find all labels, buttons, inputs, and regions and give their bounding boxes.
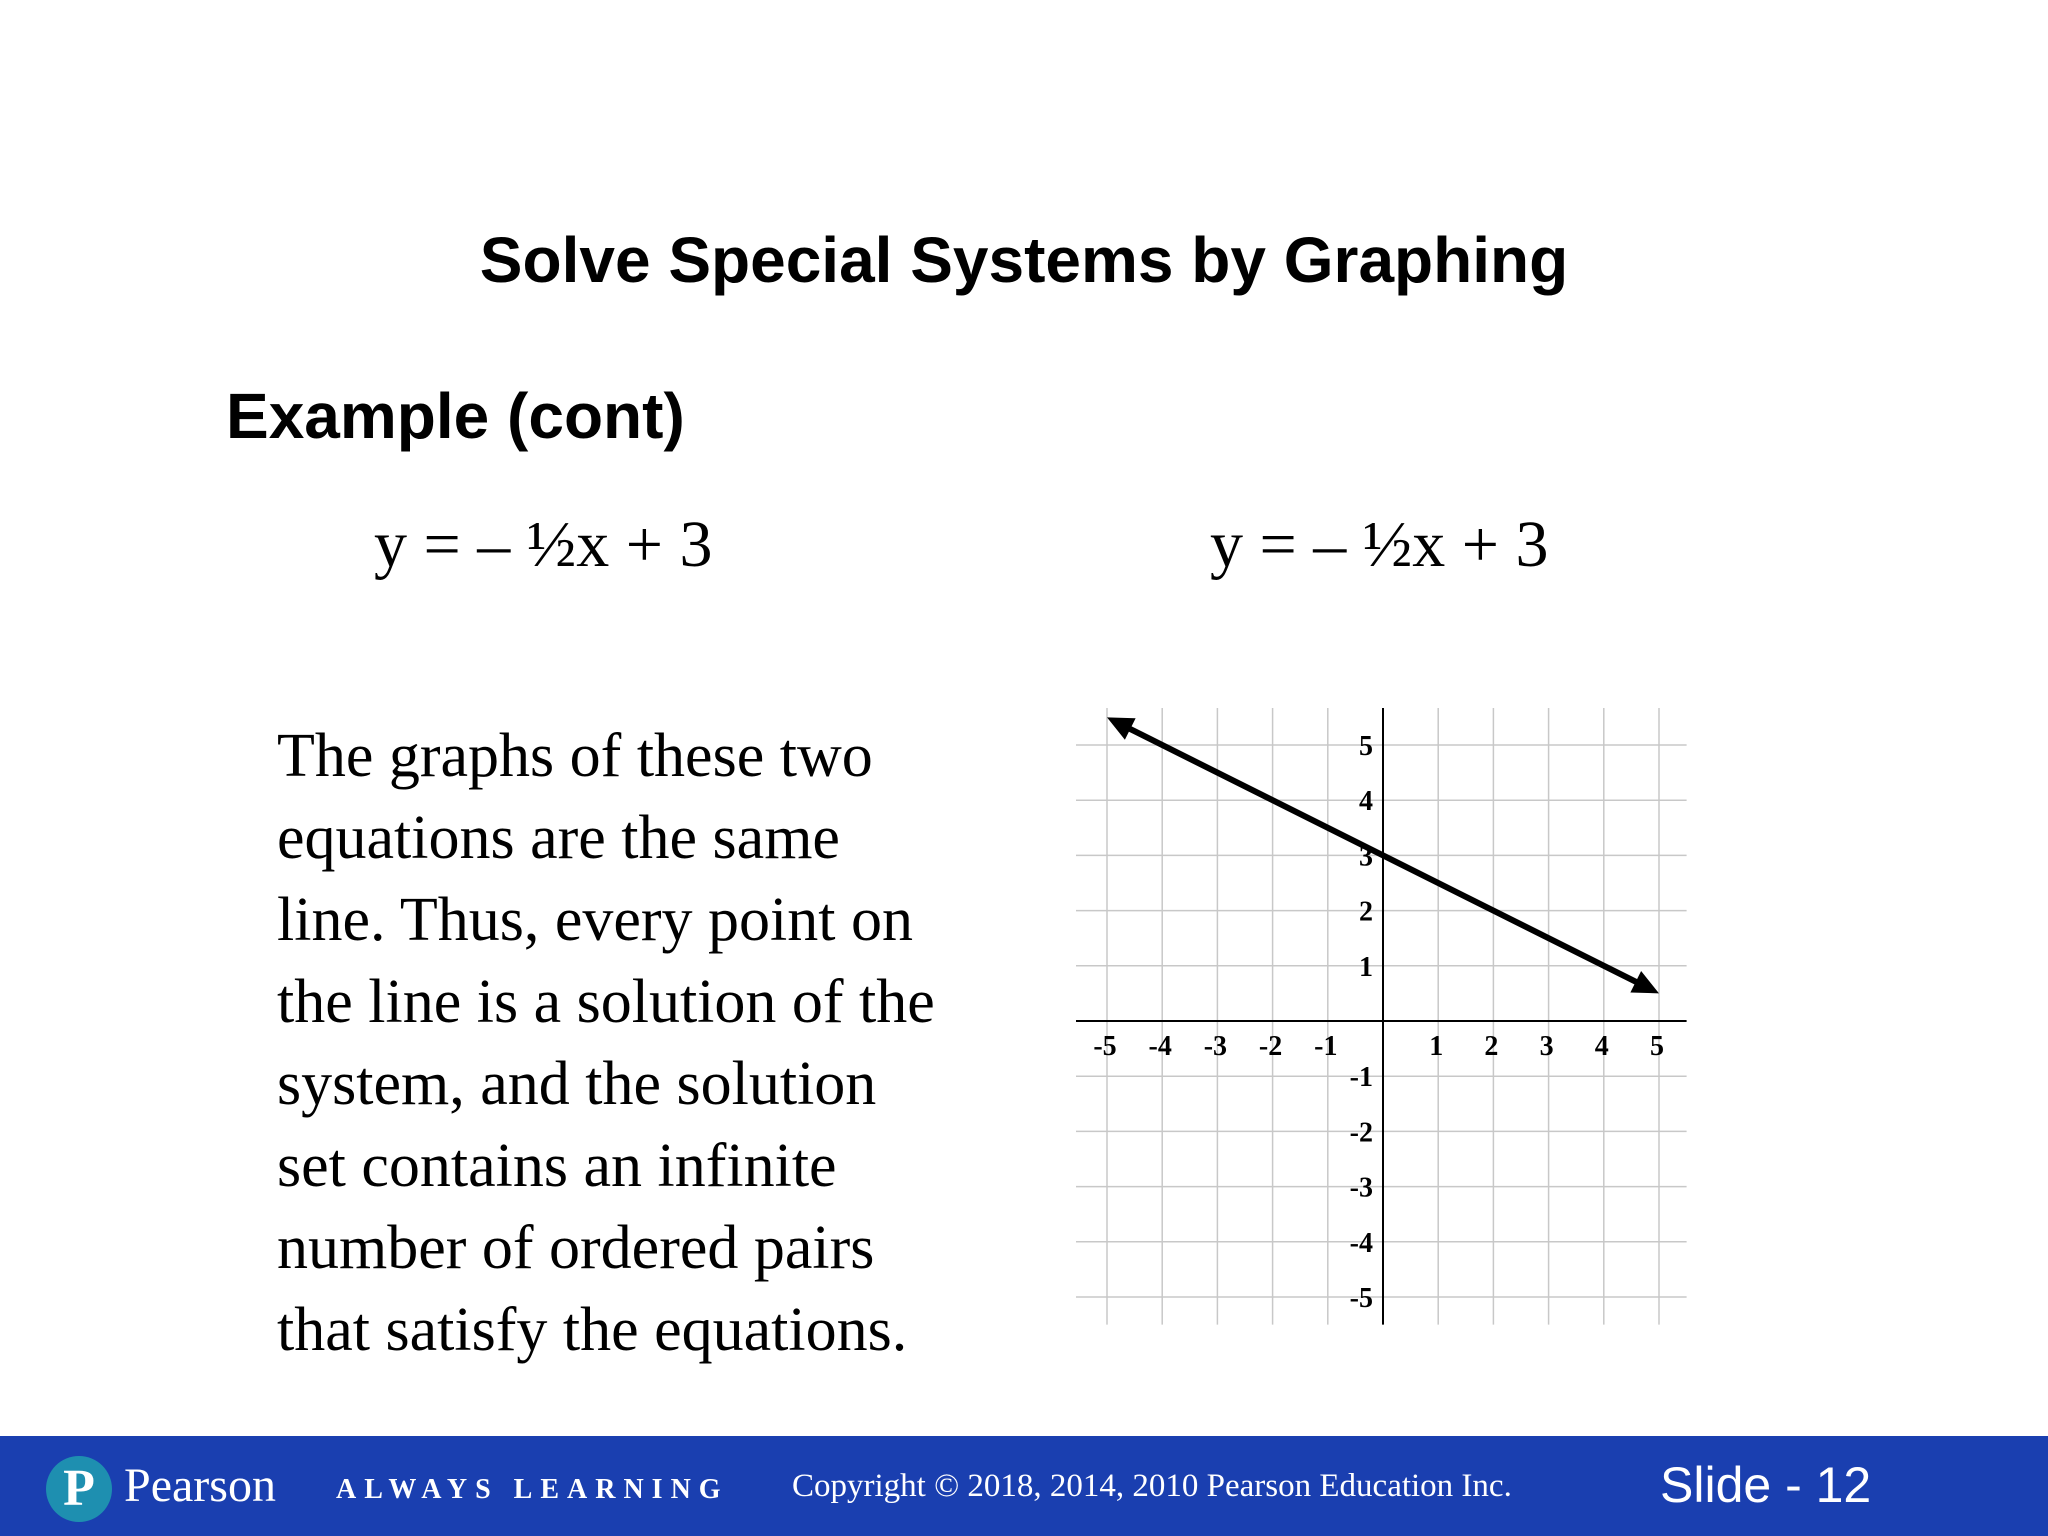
- explanation-line: that satisfy the equations.: [277, 1296, 908, 1364]
- explanation-line: line. Thus, every point on: [277, 886, 913, 954]
- equation-right: y = – ½x + 3: [1210, 508, 1549, 581]
- coordinate-graph: [1076, 708, 1696, 1338]
- y-tick-label: 4: [1359, 786, 1373, 818]
- x-tick-label: -5: [1093, 1031, 1117, 1062]
- y-tick-label: -3: [1349, 1172, 1373, 1204]
- explanation-line: The graphs of these two: [277, 722, 873, 790]
- copyright-text: Copyright © 2018, 2014, 2010 Pearson Education Inc.: [792, 1468, 1512, 1504]
- y-tick-label: -2: [1349, 1117, 1373, 1149]
- example-heading: Example (cont): [226, 380, 685, 452]
- pearson-wordmark: Pearson: [124, 1459, 276, 1512]
- x-tick-label: -1: [1314, 1031, 1338, 1062]
- slide-title: Solve Special Systems by Graphing: [479, 224, 1569, 296]
- equation-left: y = – ½x + 3: [374, 508, 713, 581]
- y-tick-label: 3: [1359, 841, 1373, 873]
- explanation-line: the line is a solution of the: [277, 968, 935, 1036]
- explanation-line: equations are the same: [277, 804, 840, 872]
- y-tick-label: 2: [1359, 896, 1373, 928]
- y-tick-label: -1: [1349, 1062, 1373, 1094]
- x-tick-label: 2: [1484, 1031, 1499, 1062]
- y-tick-label: 5: [1359, 731, 1373, 762]
- y-tick-label: -5: [1349, 1283, 1373, 1314]
- x-tick-label: 3: [1539, 1031, 1554, 1062]
- pearson-logo-icon: P: [46, 1456, 112, 1522]
- slide-number: Slide - 12: [1660, 1457, 1872, 1513]
- explanation-text: [277, 715, 1037, 1371]
- explanation-line: set contains an infinite: [277, 1132, 837, 1200]
- y-tick-label: 1: [1359, 951, 1373, 983]
- tagline: ALWAYS LEARNING: [336, 1474, 729, 1505]
- y-tick-label: -4: [1349, 1227, 1373, 1259]
- explanation-line: number of ordered pairs: [277, 1214, 875, 1282]
- x-tick-label: 4: [1594, 1031, 1609, 1062]
- x-tick-label: -3: [1203, 1031, 1228, 1062]
- x-tick-label: -2: [1258, 1031, 1283, 1062]
- explanation-line: system, and the solution: [277, 1050, 877, 1118]
- x-tick-label: 5: [1650, 1031, 1664, 1062]
- x-tick-label: -4: [1148, 1031, 1172, 1062]
- x-tick-label: 1: [1429, 1031, 1444, 1062]
- footer-bar: [0, 1436, 2048, 1536]
